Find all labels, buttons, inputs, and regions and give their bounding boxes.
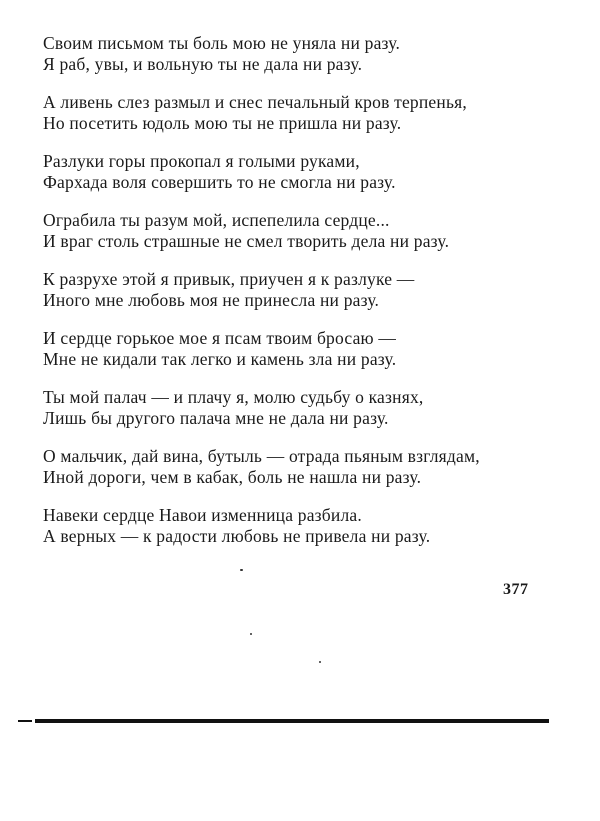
stanza [43,269,563,311]
poem-line: И сердце горькое мое я псам твоим бросаю — [43,328,397,348]
poem-line: Иной дороги, чем в кабак, боль не нашла ни разу. [43,467,422,487]
poem-line: Своим письмом ты боль мою не уняла ни разу. [43,33,401,53]
bottom-rule [35,719,549,723]
poem-line: Ты мой палач — и плачу я, молю судьбу о казнях, [43,387,424,407]
ink-speck [240,569,243,571]
stanza [43,33,563,75]
stanza [43,210,563,252]
ink-speck [250,633,252,635]
poem-line: Я раб, увы, и вольную ты не дала ни разу. [43,54,363,74]
poem-line: К разрухе этой я привык, приучен я к разлуке — [43,269,415,289]
stanza [43,151,563,193]
poem-line: Лишь бы другого палача мне не дала ни разу. [43,408,389,428]
poem-line: А ливень слез размыл и снес печальный кров терпенья, [43,92,467,112]
rule-tick [18,720,32,722]
poem-line: Разлуки горы прокопал я голыми руками, [43,151,360,171]
stanza [43,505,563,547]
page-number: 377 [503,581,529,598]
ink-speck [319,661,321,663]
poem [43,33,563,564]
poem-line: О мальчик, дай вина, бутыль — отрада пьяным взглядам, [43,446,480,466]
poem-line: Ограбила ты разум мой, испепелила сердце... [43,210,390,230]
stanza [43,387,563,429]
poem-line: Но посетить юдоль мою ты не пришла ни разу. [43,113,402,133]
poem-line: Иного мне любовь моя не принесла ни разу. [43,290,380,310]
stanza [43,328,563,370]
poem-line: И враг столь страшные не смел творить дела ни разу. [43,231,450,251]
poem-line: Мне не кидали так легко и камень зла ни разу. [43,349,397,369]
poem-line: Фархада воля совершить то не смогла ни разу. [43,172,396,192]
poem-line: Навеки сердце Навои изменница разбила. [43,505,362,525]
stanza [43,92,563,134]
stanza [43,446,563,488]
poem-line: А верных — к радости любовь не привела ни разу. [43,526,431,546]
